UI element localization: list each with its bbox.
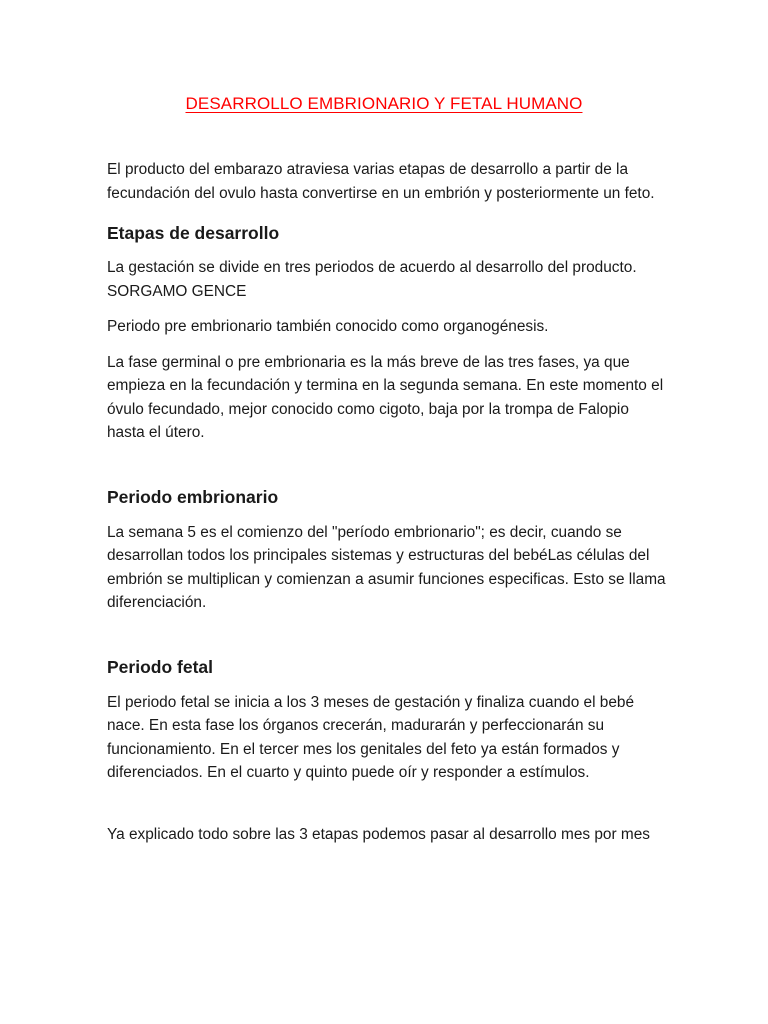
paragraph-fase-germinal: La fase germinal o pre embrionaria es la más breve de las tres fases, ya que empieza en la fecundación y termina en la segunda semana. En este momento el óvulo fecundado, mejor conocido como cigoto, baja por la trompa de Falopio hasta el útero. <box>107 353 664 441</box>
heading-etapas-de-desarrollo: Etapas de desarrollo <box>107 223 280 243</box>
heading-periodo-fetal: Periodo fetal <box>107 656 213 677</box>
paragraph-gestacion: La gestación se divide en tres periodos de acuerdo al desarrollo del producto. SORGAMO GENCE <box>107 259 637 300</box>
document-body <box>107 158 667 846</box>
document-title: DESARROLLO EMBRIONARIO Y FETAL HUMANO <box>185 94 583 113</box>
intro-paragraph: El producto del embarazo atraviesa varias etapas de desarrollo a partir de la fecundación del ovulo hasta convertirse en un embrión y posteriormente un feto. <box>107 161 655 202</box>
paragraph-periodo-embrionario: La semana 5 es el comienzo del "período embrionario"; es decir, cuando se desarrollan todos los principales sistemas y estructuras del bebéLas células del embrión se multiplican y comienzan a asumir funciones especificas. Esto se llama diferenciación. <box>107 523 666 611</box>
closing-paragraph: Ya explicado todo sobre las 3 etapas podemos pasar al desarrollo mes por mes <box>107 825 650 843</box>
paragraph-pre-embrionario: Periodo pre embrionario también conocido como organogénesis. <box>107 318 549 335</box>
heading-periodo-embrionario: Periodo embrionario <box>107 486 279 507</box>
paragraph-periodo-fetal: El periodo fetal se inicia a los 3 meses de gestación y finaliza cuando el bebé nace. En esta fase los órganos crecerán, madurarán y perfeccionarán su funcionamiento. En el tercer mes los genitales del feto ya están formados y diferenciados. En el cuarto y quinto puede oír y responder a estímulos. <box>107 693 635 781</box>
